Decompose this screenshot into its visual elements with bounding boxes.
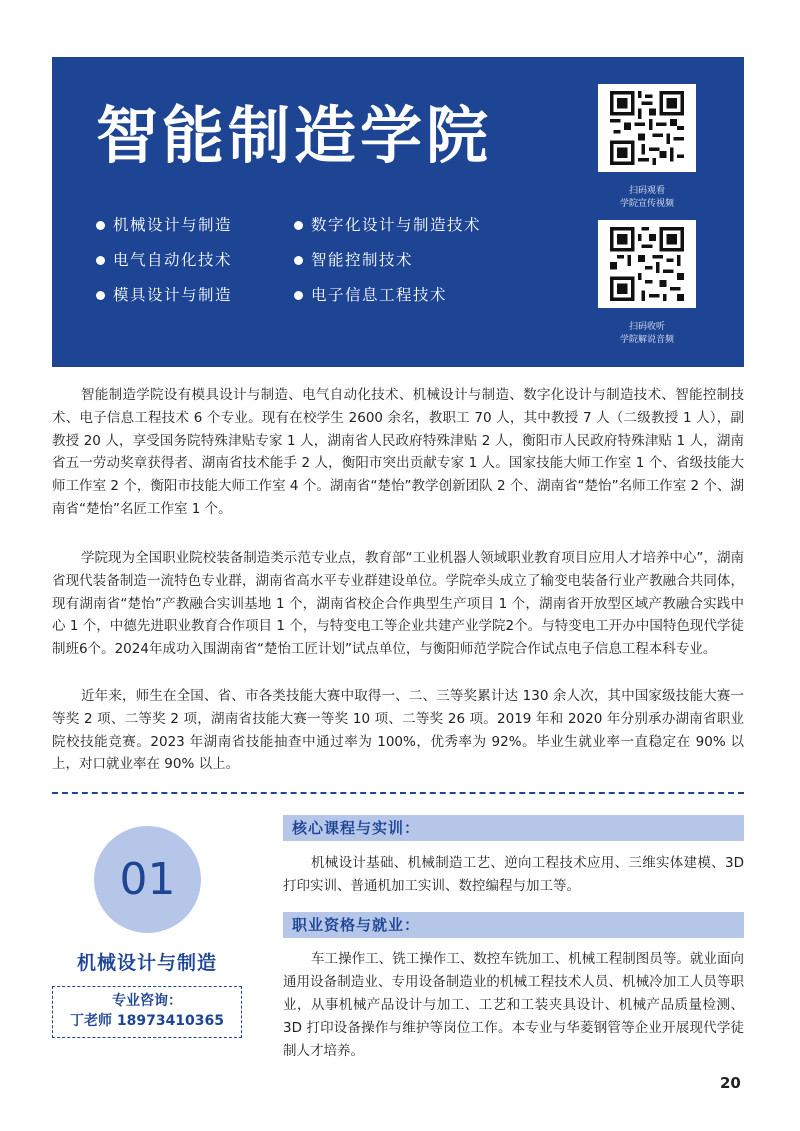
intro-paragraph-2: 学院现为全国职业院校装备制造类示范专业点，教育部“工业机器人领域职业教育项目应用人才培养中心”，湖南省现代装备制造一流特色专业群，湖南省高水平专业群建设单位。学院牵头成立了输变电装备行业产教融合共同体，现有湖南省“楚怡”产教融合实训基地 1 个，湖南省校企合作典型生产项目 1 个，湖南省开放型区域产教融合实践中心 1 个，中德先进职业教育合作项目 1 个，与特变电工等企业共建产业学院2个。与特变电工开办中国特色现代学徒制班6个。2024年成功入围湖南省“楚怡工匠计划”试点单位，与衡阳师范学院合作试点电子信息工程本科专业。 [52,550,744,658]
intro-paragraph-1: 智能制造学院设有模具设计与制造、电气自动化技术、机械设计与制造、数字化设计与制造技术、智能控制技术、电子信息工程技术 6 个专业。现有在校学生 2600 余名，教职工 70 人，其中教授 7 人（二级教授 1 人），副教授 20 人，享受国务院特殊津贴专家 1 人，湖南省人民政府特殊津贴 2 人，衡阳市人民政府特殊津贴 1 人，湖南省五一劳动奖章获得者、湖南省技术能手 2 人，衡阳市突出贡献专家 1 人。国家技能大师工作室 1 个、省级技能大师工作室 2 个，衡阳市技能大师工作室 4 个。湖南省“楚怡”教学创新团队 2 个、湖南省“楚怡”名师工作室 2 个、湖南省“楚怡”名匠工作室 1 个。 [52,387,744,517]
page-number: 20 [720,1074,741,1092]
careers-heading: 职业资格与就业： [283,912,744,938]
qr-code-video[interactable] [598,84,696,172]
qr-caption-audio: 扫码收听 学院解说音频 [619,322,674,345]
consult-box [52,986,242,1038]
consult-contact: 丁老师 18973410365 [69,1013,225,1029]
major-item: 智能控制技术 [294,250,516,271]
consult-label: 专业咨询： [112,993,182,1009]
major-item: 电子信息工程技术 [294,285,516,306]
major-item: 机械设计与制造 [96,215,294,236]
bullet-icon [294,256,303,265]
bullet-icon [96,221,105,230]
bullet-icon [294,291,303,300]
header-banner [52,57,744,367]
qr-caption-video: 扫码观看 学院宣传视频 [619,186,674,209]
college-title: 智能制造学院 [96,99,493,172]
major-number: 01 [119,854,176,905]
courses-text: 机械设计基础、机械制造工艺、逆向工程技术应用、三维实体建模、3D 打印实训、普通机加工实训、数控编程与加工等。 [283,855,744,894]
courses-heading: 核心课程与实训： [283,815,744,841]
qr-code-icon [610,227,684,301]
major-name: 机械设计与制造 [76,952,217,974]
major-item: 电气自动化技术 [96,250,294,271]
major-item: 数字化设计与制造技术 [294,215,516,236]
major-list [96,215,516,306]
major-number-badge [94,826,201,933]
bullet-icon [294,221,303,230]
careers-text: 车工操作工、铣工操作工、数控车铣加工、机械工程制图员等。就业面向通用设备制造业、专用设备制造业的机械工程技术人员、机械冷加工人员等职业，从事机械产品设计与加工、工艺和工装夹具设计、机械产品质量检测、3D 打印设备操作与维护等岗位工作。本专业与华菱钢管等企业开展现代学徒制人才培养。 [283,951,744,1059]
bullet-icon [96,291,105,300]
qr-code-icon [610,91,684,165]
bullet-icon [96,256,105,265]
qr-code-audio[interactable] [598,220,696,308]
intro-paragraph-3: 近年来，师生在全国、省、市各类技能大赛中取得一、二、三等奖累计达 130 余人次，其中国家级技能大赛一等奖 2 项、二等奖 2 项，湖南省技能大赛一等奖 10 项、二等奖 26 项。2019 年和 2020 年分别承办湖南省职业院校技能竞赛。2023 年湖南省技能抽查中通过率为 100%，优秀率为 92%。毕业生就业率一直稳定在 90% 以上，对口就业率在 90% 以上。 [52,688,744,773]
section-divider [52,792,744,794]
major-item: 模具设计与制造 [96,285,294,306]
